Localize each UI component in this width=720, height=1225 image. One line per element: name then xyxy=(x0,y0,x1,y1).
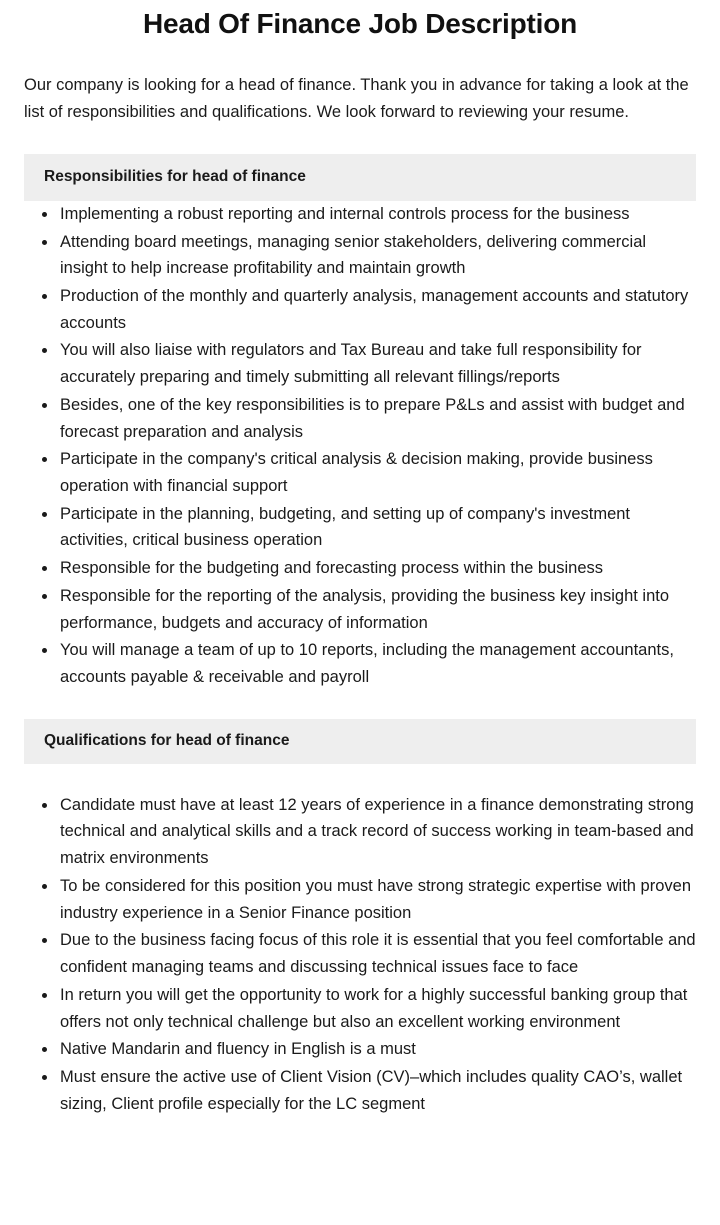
list-item: Responsible for the budgeting and forecasting process within the business xyxy=(24,555,696,582)
list-item: Implementing a robust reporting and internal controls process for the business xyxy=(24,201,696,228)
list-item: To be considered for this position you must have strong strategic expertise with proven industry experience in a Senior Finance position xyxy=(24,873,696,926)
list-item: Due to the business facing focus of this role it is essential that you feel comfortable and confident managing teams and discussing technical issues face to face xyxy=(24,927,696,980)
list-item: Must ensure the active use of Client Vision (CV)–which includes quality CAO’s, wallet sizing, Client profile especially for the LC segment xyxy=(24,1064,696,1117)
section-heading-qualifications: Qualifications for head of finance xyxy=(24,719,696,764)
list-item: Responsible for the reporting of the analysis, providing the business key insight into performance, budgets and accuracy of information xyxy=(24,583,696,636)
section-heading-responsibilities: Responsibilities for head of finance xyxy=(24,154,696,201)
list-item: Participate in the company's critical analysis & decision making, provide business operation with financial support xyxy=(24,446,696,499)
intro-paragraph: Our company is looking for a head of finance. Thank you in advance for taking a look at the list of responsibilities and qualifications. We look forward to reviewing your resume. xyxy=(24,76,689,122)
page-title: Head Of Finance Job Description xyxy=(142,8,578,39)
list-item: You will also liaise with regulators and Tax Bureau and take full responsibility for accurately preparing and timely submitting all relevant fillings/reports xyxy=(24,337,696,390)
qualifications-list xyxy=(24,792,696,1118)
list-item: Participate in the planning, budgeting, and setting up of company's investment activities, critical business operation xyxy=(24,501,696,554)
responsibilities-list xyxy=(24,201,696,691)
list-item: You will manage a team of up to 10 reports, including the management accountants, accounts payable & receivable and payroll xyxy=(24,637,696,690)
list-item: Native Mandarin and fluency in English is a must xyxy=(24,1036,696,1063)
job-description-document xyxy=(0,6,720,1117)
list-item: Attending board meetings, managing senior stakeholders, delivering commercial insight to help increase profitability and maintain growth xyxy=(24,229,696,282)
list-item: Production of the monthly and quarterly analysis, management accounts and statutory accounts xyxy=(24,283,696,336)
list-item: Candidate must have at least 12 years of experience in a finance demonstrating strong technical and analytical skills and a track record of success working in team-based and matrix environments xyxy=(24,792,696,872)
list-item: Besides, one of the key responsibilities is to prepare P&Ls and assist with budget and forecast preparation and analysis xyxy=(24,392,696,445)
list-item: In return you will get the opportunity to work for a highly successful banking group that offers not only technical challenge but also an excellent working environment xyxy=(24,982,696,1035)
